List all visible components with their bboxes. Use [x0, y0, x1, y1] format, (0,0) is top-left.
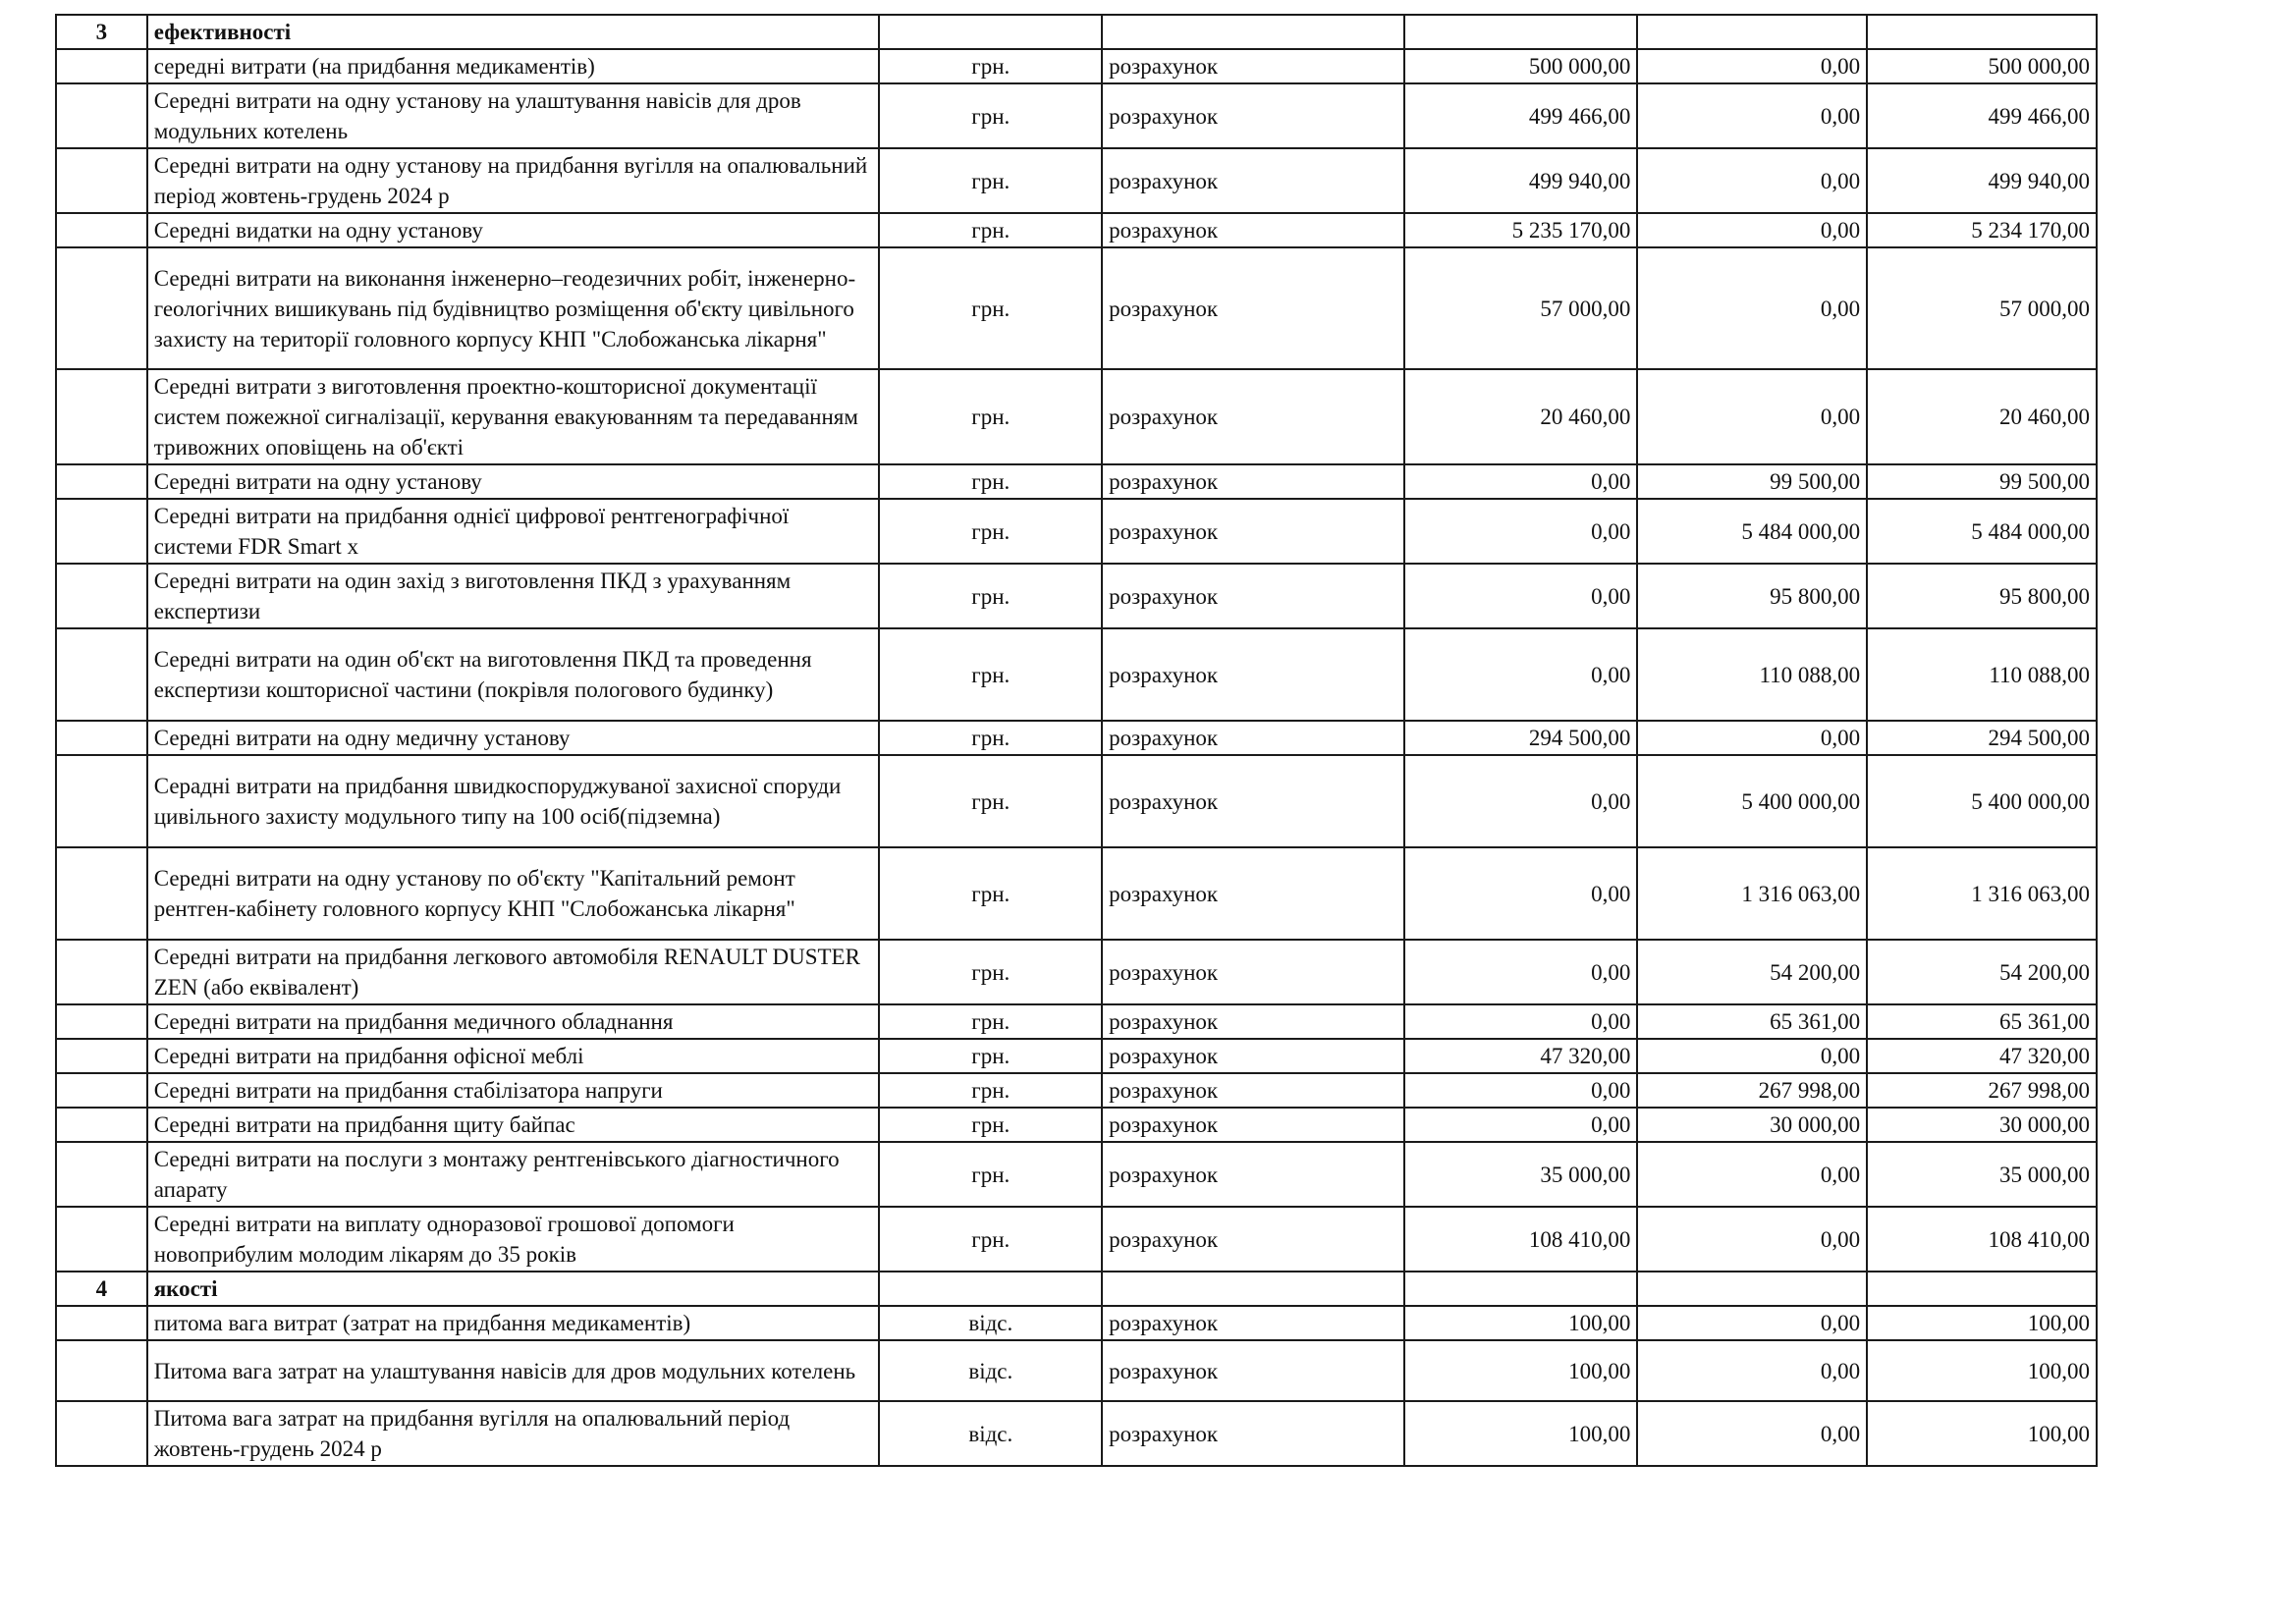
- indicator-name: Питома вага затрат на улаштування навісів для дров модульних котелень: [147, 1340, 880, 1401]
- value-cell-1: 47 320,00: [1404, 1039, 1638, 1073]
- source-cell: розрахунок: [1102, 755, 1403, 847]
- indicator-name: Середні витрати на придбання стабілізатора напруги: [147, 1073, 880, 1108]
- value-cell-2: 0,00: [1637, 1401, 1867, 1466]
- indicator-name: Середні витрати на придбання офісної меблі: [147, 1039, 880, 1073]
- indicator-name: Середні витрати на виконання інженерно–геодезичних робіт, інженерно-геологічних вишикувань під будівництво розміщення об'єкту цивільного захисту на території головного корпусу КНП "Слобожанська лікарня": [147, 247, 880, 369]
- empty-cell: [1102, 15, 1403, 49]
- unit-cell: грн.: [879, 499, 1102, 564]
- source-cell: розрахунок: [1102, 1142, 1403, 1207]
- unit-cell: грн.: [879, 1073, 1102, 1108]
- source-cell: розрахунок: [1102, 1004, 1403, 1039]
- source-cell: розрахунок: [1102, 499, 1403, 564]
- table-row: [56, 148, 2097, 213]
- value-cell-3: 47 320,00: [1867, 1039, 2097, 1073]
- value-cell-1: 499 940,00: [1404, 148, 1638, 213]
- source-cell: розрахунок: [1102, 847, 1403, 940]
- row-number-cell: [56, 1142, 147, 1207]
- value-cell-3: 267 998,00: [1867, 1073, 2097, 1108]
- unit-cell: відс.: [879, 1340, 1102, 1401]
- indicator-name: Середні витрати на одну установу по об'єкту "Капітальний ремонт рентген-кабінету головного корпусу КНП "Слобожанська лікарня": [147, 847, 880, 940]
- section-header-row: [56, 15, 2097, 49]
- indicator-name: Середні витрати на один об'єкт на виготовлення ПКД та проведення експертизи кошторисної частини (покрівля пологового будинку): [147, 628, 880, 721]
- table-row: [56, 628, 2097, 721]
- value-cell-2: 0,00: [1637, 1306, 1867, 1340]
- table-row: [56, 1401, 2097, 1466]
- row-number-cell: [56, 464, 147, 499]
- value-cell-2: 0,00: [1637, 1340, 1867, 1401]
- value-cell-2: 99 500,00: [1637, 464, 1867, 499]
- indicator-name: Середні витрати на одну медичну установу: [147, 721, 880, 755]
- value-cell-3: 294 500,00: [1867, 721, 2097, 755]
- value-cell-2: 95 800,00: [1637, 564, 1867, 628]
- table-row: [56, 213, 2097, 247]
- unit-cell: грн.: [879, 83, 1102, 148]
- row-number-cell: [56, 247, 147, 369]
- source-cell: розрахунок: [1102, 564, 1403, 628]
- value-cell-2: 0,00: [1637, 1207, 1867, 1272]
- value-cell-2: 0,00: [1637, 1142, 1867, 1207]
- unit-cell: грн.: [879, 148, 1102, 213]
- unit-cell: грн.: [879, 369, 1102, 464]
- source-cell: розрахунок: [1102, 1039, 1403, 1073]
- unit-cell: грн.: [879, 464, 1102, 499]
- table-row: [56, 499, 2097, 564]
- table-row: [56, 1039, 2097, 1073]
- value-cell-2: 0,00: [1637, 721, 1867, 755]
- indicator-name: Середні витрати на придбання легкового автомобіля RENAULT DUSTER ZEN (або еквівалент): [147, 940, 880, 1004]
- unit-cell: грн.: [879, 1207, 1102, 1272]
- value-cell-2: 0,00: [1637, 369, 1867, 464]
- value-cell-1: 0,00: [1404, 1004, 1638, 1039]
- row-number-cell: [56, 755, 147, 847]
- empty-cell: [1867, 1272, 2097, 1306]
- table-row: [56, 1207, 2097, 1272]
- source-cell: розрахунок: [1102, 1073, 1403, 1108]
- source-cell: розрахунок: [1102, 247, 1403, 369]
- row-number-cell: [56, 1004, 147, 1039]
- value-cell-3: 95 800,00: [1867, 564, 2097, 628]
- table-row: [56, 247, 2097, 369]
- section-number: 3: [56, 15, 147, 49]
- indicator-name: Серадні витрати на придбання швидкоспоруджуваної захисної споруди цивільного захисту модульного типу на 100 осіб(підземна): [147, 755, 880, 847]
- value-cell-2: 30 000,00: [1637, 1108, 1867, 1142]
- table-row: [56, 847, 2097, 940]
- source-cell: розрахунок: [1102, 940, 1403, 1004]
- value-cell-2: 65 361,00: [1637, 1004, 1867, 1039]
- source-cell: розрахунок: [1102, 1401, 1403, 1466]
- value-cell-3: 57 000,00: [1867, 247, 2097, 369]
- row-number-cell: [56, 564, 147, 628]
- value-cell-2: 0,00: [1637, 83, 1867, 148]
- value-cell-1: 35 000,00: [1404, 1142, 1638, 1207]
- indicator-name: Середні витрати з виготовлення проектно-кошторисної документації систем пожежної сигналізації, керування евакуюванням та передаванням тривожних оповіщень на об'єкті: [147, 369, 880, 464]
- value-cell-3: 100,00: [1867, 1340, 2097, 1401]
- indicator-name: Середні витрати на одну установу: [147, 464, 880, 499]
- unit-cell: грн.: [879, 49, 1102, 83]
- indicator-name: Середні витрати на придбання медичного обладнання: [147, 1004, 880, 1039]
- value-cell-1: 0,00: [1404, 847, 1638, 940]
- empty-cell: [879, 1272, 1102, 1306]
- indicator-name: питома вага витрат (затрат на придбання медикаментів): [147, 1306, 880, 1340]
- table-row: [56, 1306, 2097, 1340]
- source-cell: розрахунок: [1102, 464, 1403, 499]
- indicator-name: Середні витрати на послуги з монтажу рентгенівського діагностичного апарату: [147, 1142, 880, 1207]
- unit-cell: грн.: [879, 247, 1102, 369]
- value-cell-1: 0,00: [1404, 940, 1638, 1004]
- value-cell-2: 54 200,00: [1637, 940, 1867, 1004]
- value-cell-2: 0,00: [1637, 49, 1867, 83]
- value-cell-1: 5 235 170,00: [1404, 213, 1638, 247]
- value-cell-1: 0,00: [1404, 1073, 1638, 1108]
- value-cell-3: 99 500,00: [1867, 464, 2097, 499]
- value-cell-3: 20 460,00: [1867, 369, 2097, 464]
- value-cell-1: 0,00: [1404, 755, 1638, 847]
- value-cell-1: 499 466,00: [1404, 83, 1638, 148]
- table-row: [56, 755, 2097, 847]
- value-cell-3: 500 000,00: [1867, 49, 2097, 83]
- table-row: [56, 564, 2097, 628]
- empty-cell: [1637, 1272, 1867, 1306]
- row-number-cell: [56, 628, 147, 721]
- section-number: 4: [56, 1272, 147, 1306]
- row-number-cell: [56, 213, 147, 247]
- value-cell-2: 267 998,00: [1637, 1073, 1867, 1108]
- value-cell-3: 499 940,00: [1867, 148, 2097, 213]
- row-number-cell: [56, 499, 147, 564]
- source-cell: розрахунок: [1102, 1207, 1403, 1272]
- table-row: [56, 49, 2097, 83]
- row-number-cell: [56, 369, 147, 464]
- value-cell-3: 54 200,00: [1867, 940, 2097, 1004]
- value-cell-3: 5 400 000,00: [1867, 755, 2097, 847]
- value-cell-2: 1 316 063,00: [1637, 847, 1867, 940]
- empty-cell: [1102, 1272, 1403, 1306]
- table-row: [56, 1073, 2097, 1108]
- value-cell-1: 100,00: [1404, 1401, 1638, 1466]
- table-row: [56, 1340, 2097, 1401]
- source-cell: розрахунок: [1102, 1306, 1403, 1340]
- source-cell: розрахунок: [1102, 213, 1403, 247]
- unit-cell: грн.: [879, 721, 1102, 755]
- empty-cell: [879, 15, 1102, 49]
- value-cell-1: 0,00: [1404, 564, 1638, 628]
- value-cell-2: 0,00: [1637, 247, 1867, 369]
- value-cell-3: 5 484 000,00: [1867, 499, 2097, 564]
- value-cell-3: 5 234 170,00: [1867, 213, 2097, 247]
- table-row: [56, 464, 2097, 499]
- unit-cell: грн.: [879, 1142, 1102, 1207]
- indicator-name: Середні витрати на одну установу на улаштування навісів для дров модульних котелень: [147, 83, 880, 148]
- section-header-row: [56, 1272, 2097, 1306]
- value-cell-1: 100,00: [1404, 1306, 1638, 1340]
- value-cell-3: 499 466,00: [1867, 83, 2097, 148]
- row-number-cell: [56, 721, 147, 755]
- unit-cell: грн.: [879, 755, 1102, 847]
- row-number-cell: [56, 1108, 147, 1142]
- source-cell: розрахунок: [1102, 148, 1403, 213]
- indicator-name: Середні витрати на один захід з виготовлення ПКД з урахуванням експертизи: [147, 564, 880, 628]
- section-title: якості: [147, 1272, 880, 1306]
- row-number-cell: [56, 1401, 147, 1466]
- unit-cell: грн.: [879, 1108, 1102, 1142]
- row-number-cell: [56, 1340, 147, 1401]
- value-cell-1: 57 000,00: [1404, 247, 1638, 369]
- row-number-cell: [56, 1306, 147, 1340]
- value-cell-1: 294 500,00: [1404, 721, 1638, 755]
- unit-cell: грн.: [879, 847, 1102, 940]
- indicator-name: Питома вага затрат на придбання вугілля на опалювальний період жовтень-грудень 2024 р: [147, 1401, 880, 1466]
- unit-cell: грн.: [879, 1004, 1102, 1039]
- value-cell-3: 65 361,00: [1867, 1004, 2097, 1039]
- unit-cell: грн.: [879, 213, 1102, 247]
- empty-cell: [1404, 15, 1638, 49]
- value-cell-3: 110 088,00: [1867, 628, 2097, 721]
- table-row: [56, 721, 2097, 755]
- row-number-cell: [56, 83, 147, 148]
- table-row: [56, 369, 2097, 464]
- value-cell-2: 110 088,00: [1637, 628, 1867, 721]
- row-number-cell: [56, 847, 147, 940]
- unit-cell: відс.: [879, 1306, 1102, 1340]
- unit-cell: грн.: [879, 628, 1102, 721]
- value-cell-1: 108 410,00: [1404, 1207, 1638, 1272]
- table-row: [56, 1108, 2097, 1142]
- value-cell-3: 35 000,00: [1867, 1142, 2097, 1207]
- source-cell: розрахунок: [1102, 49, 1403, 83]
- value-cell-2: 5 484 000,00: [1637, 499, 1867, 564]
- empty-cell: [1637, 15, 1867, 49]
- row-number-cell: [56, 1073, 147, 1108]
- indicator-name: Середні витрати на придбання щиту байпас: [147, 1108, 880, 1142]
- value-cell-3: 100,00: [1867, 1306, 2097, 1340]
- source-cell: розрахунок: [1102, 369, 1403, 464]
- empty-cell: [1867, 15, 2097, 49]
- table-row: [56, 1004, 2097, 1039]
- source-cell: розрахунок: [1102, 1108, 1403, 1142]
- value-cell-2: 0,00: [1637, 148, 1867, 213]
- value-cell-1: 20 460,00: [1404, 369, 1638, 464]
- section-title: ефективності: [147, 15, 880, 49]
- row-number-cell: [56, 148, 147, 213]
- value-cell-1: 500 000,00: [1404, 49, 1638, 83]
- value-cell-2: 5 400 000,00: [1637, 755, 1867, 847]
- row-number-cell: [56, 1039, 147, 1073]
- row-number-cell: [56, 1207, 147, 1272]
- indicator-name: Середні витрати на виплату одноразової грошової допомоги новоприбулим молодим лікарям до 35 років: [147, 1207, 880, 1272]
- value-cell-2: 0,00: [1637, 1039, 1867, 1073]
- value-cell-3: 1 316 063,00: [1867, 847, 2097, 940]
- value-cell-3: 30 000,00: [1867, 1108, 2097, 1142]
- value-cell-1: 0,00: [1404, 628, 1638, 721]
- indicator-name: середні витрати (на придбання медикаментів): [147, 49, 880, 83]
- unit-cell: грн.: [879, 564, 1102, 628]
- indicator-name: Середні витрати на одну установу на придбання вугілля на опалювальний період жовтень-грудень 2024 р: [147, 148, 880, 213]
- source-cell: розрахунок: [1102, 1340, 1403, 1401]
- empty-cell: [1404, 1272, 1638, 1306]
- indicators-table: [55, 14, 2098, 1467]
- row-number-cell: [56, 940, 147, 1004]
- table-row: [56, 940, 2097, 1004]
- value-cell-3: 108 410,00: [1867, 1207, 2097, 1272]
- table-row: [56, 83, 2097, 148]
- table-row: [56, 1142, 2097, 1207]
- value-cell-3: 100,00: [1867, 1401, 2097, 1466]
- source-cell: розрахунок: [1102, 628, 1403, 721]
- unit-cell: грн.: [879, 940, 1102, 1004]
- unit-cell: відс.: [879, 1401, 1102, 1466]
- row-number-cell: [56, 49, 147, 83]
- value-cell-1: 0,00: [1404, 499, 1638, 564]
- indicator-name: Середні видатки на одну установу: [147, 213, 880, 247]
- unit-cell: грн.: [879, 1039, 1102, 1073]
- value-cell-1: 0,00: [1404, 1108, 1638, 1142]
- value-cell-1: 100,00: [1404, 1340, 1638, 1401]
- source-cell: розрахунок: [1102, 721, 1403, 755]
- value-cell-2: 0,00: [1637, 213, 1867, 247]
- value-cell-1: 0,00: [1404, 464, 1638, 499]
- indicator-name: Середні витрати на придбання однієї цифрової рентгенографічної системи FDR Smart x: [147, 499, 880, 564]
- source-cell: розрахунок: [1102, 83, 1403, 148]
